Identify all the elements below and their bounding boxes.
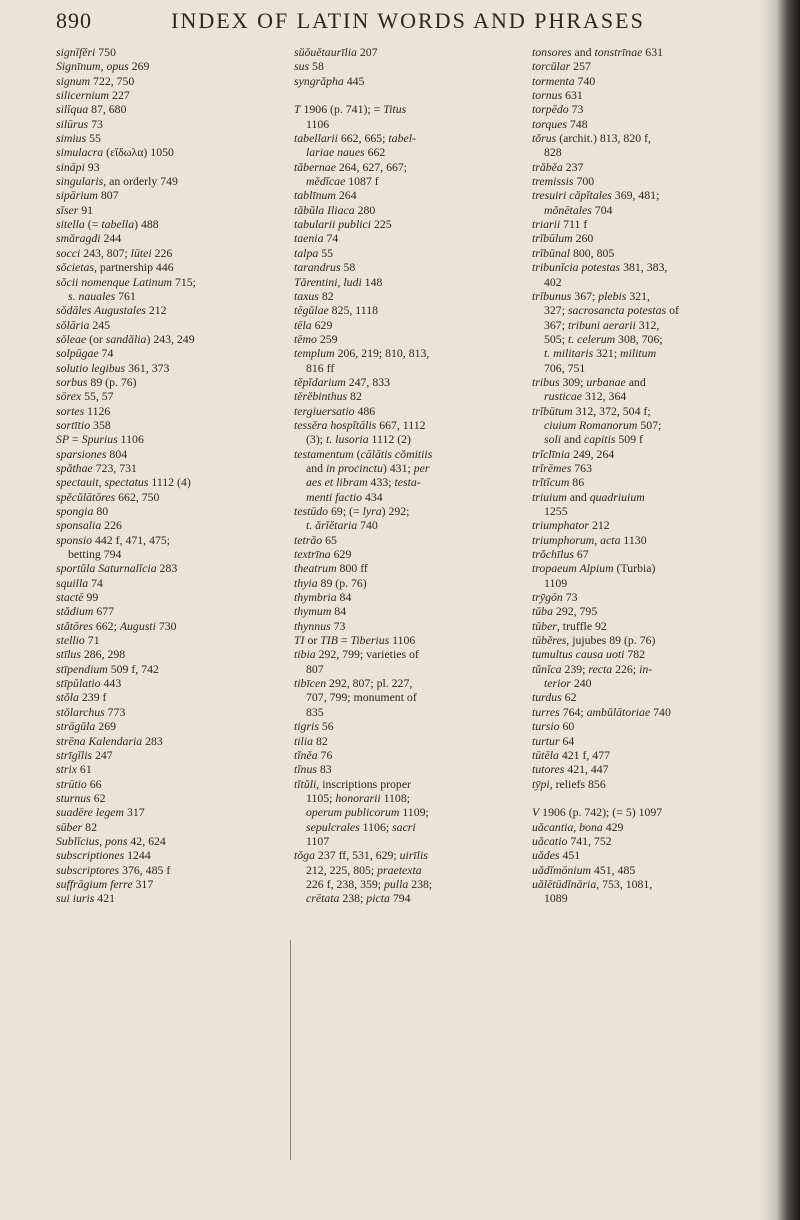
index-entry-line: 707, 799; monument of (306, 690, 417, 705)
index-entry-line: rusticae 312, 364 (544, 389, 627, 404)
index-entry-line: thyia 89 (p. 76) (294, 575, 367, 590)
index-entry-line: tergiuersatio 486 (294, 403, 376, 418)
index-entry-line: sortītio 358 (56, 417, 111, 432)
index-entry-line: 1109 (544, 575, 568, 590)
page-header (56, 8, 760, 40)
index-entry-line: tarandrus 58 (294, 260, 356, 275)
index-entry-line: tutores 421, 447 (532, 762, 609, 777)
index-entry-line: tŏga 237 ff, 531, 629; uirīlis (294, 848, 428, 863)
index-entry-line: strīgĭlis 247 (56, 747, 113, 762)
index-entry-line: textrīna 629 (294, 547, 352, 562)
index-entry-line: simius 55 (56, 131, 101, 146)
index-entry-line: uăcatio 741, 752 (532, 833, 612, 848)
index-entry-line: tūtēla 421 f, 477 (532, 747, 610, 762)
index-entry-line: sitella (= tabella) 488 (56, 217, 159, 232)
index-entry-line: Sublĭcius, pons 42, 624 (56, 833, 166, 848)
index-entry-line: solpūgae 74 (56, 346, 114, 361)
index-entry-line: torcŭlar 257 (532, 59, 591, 74)
index-entry-line: (3); t. lusoria 1112 (2) (306, 432, 411, 447)
index-entry-line: mĕdĭcae 1087 f (306, 174, 379, 189)
index-entry-line: tremissis 700 (532, 174, 595, 189)
index-entry-line: tŏrus (archit.) 813, 820 f, (532, 131, 651, 146)
index-entry-line: squilla 74 (56, 575, 103, 590)
index-entry-line: sŏcietas, partnership 446 (56, 260, 174, 275)
index-entry-line: 1089 (544, 891, 568, 906)
index-entry-line: sepulcrales 1106; sacri (306, 819, 416, 834)
index-entry-line: tabellarii 662, 665; tabel- (294, 131, 416, 146)
index-entry-line: sŭŏuĕtaurīlia 207 (294, 45, 378, 59)
index-entry-line: tibīcen 292, 807; pl. 227, (294, 676, 413, 691)
index-entry-line: tĭtŭli, inscriptions proper (294, 776, 411, 791)
index-entry-line: tornus 631 (532, 88, 583, 103)
index-entry-line: stellio 71 (56, 633, 100, 648)
index-entry-line: and in procinctu) 431; per (306, 460, 430, 475)
index-entry-line: tĕpĭdarium 247, 833 (294, 374, 391, 389)
index-entry-line: singularis, an orderly 749 (56, 174, 178, 189)
index-entry-line: tȳpi, reliefs 856 (532, 776, 606, 791)
index-entry-line: 327; sacrosancta potestas of (544, 303, 679, 318)
index-entry-line: sortes 1126 (56, 403, 111, 418)
index-entry-line: stactē 99 (56, 590, 99, 605)
index-entry-line: lariae naues 662 (306, 145, 386, 160)
index-entry-line: strix 61 (56, 762, 92, 777)
index-entry-line: strūtio 66 (56, 776, 102, 791)
index-entry-line: trŏchīlus 67 (532, 547, 589, 562)
index-entry-line: tetrăo 65 (294, 532, 337, 547)
index-entry-line: sparsiones 804 (56, 446, 128, 461)
index-entry-line: stătōres 662; Augusti 730 (56, 618, 177, 633)
index-entry-line: sŏleae (or sandălia) 243, 249 (56, 331, 195, 346)
index-entry-line: tessĕra hospĭtālis 667, 1112 (294, 417, 426, 432)
index-entry-line: taenia 74 (294, 231, 339, 246)
index-entry-line: V 1906 (p. 742); (= 5) 1097 (532, 805, 663, 820)
index-entry-line: t. militaris 321; militum (544, 346, 657, 361)
index-entry-line: tresuiri căpĭtales 369, 481; (532, 188, 660, 203)
index-entry-line: mŏnētales 704 (544, 202, 613, 217)
index-entry-line: tropaeum Alpium (Turbia) (532, 561, 656, 576)
index-entry-line: silicernium 227 (56, 88, 130, 103)
index-entry-line: tibia 292, 799; varieties of (294, 647, 419, 662)
index-entry-line (294, 88, 504, 102)
index-entry-line: triumphator 212 (532, 518, 610, 533)
index-entry-line: thymum 84 (294, 604, 347, 619)
page-number: 890 (56, 8, 92, 33)
index-entry-line: trȳgōn 73 (532, 590, 578, 605)
index-entry-line: turres 764; ambŭlātoriae 740 (532, 704, 671, 719)
index-entry-line: crētata 238; picta 794 (306, 891, 411, 906)
index-entry-line: smăragdi 244 (56, 231, 122, 246)
index-entry-line: spongia 80 (56, 504, 109, 518)
index-entry-line: 706, 751 (544, 360, 586, 375)
index-entry-line: 402 (544, 274, 562, 289)
index-entry-line: sus 58 (294, 59, 324, 74)
index-entry-line: sŏlāria 245 (56, 317, 111, 332)
index-entry-line: subscriptiones 1244 (56, 848, 151, 863)
index-entry-line: theatrum 800 ff (294, 561, 368, 576)
index-entry-line: syngrăpha 445 (294, 73, 365, 88)
index-entry-line: sponsalia 226 (56, 518, 122, 533)
index-entry-line: sūber 82 (56, 819, 97, 834)
index-entry-line: tăbernae 264, 627, 667; (294, 159, 408, 174)
index-entry-line: sorbus 89 (p. 76) (56, 374, 137, 389)
index-entry-line: strēna Kalendaria 283 (56, 733, 163, 748)
index-entry-line: sŏcii nomenque Latinum 715; (56, 274, 196, 289)
index-entry-line: 212, 225, 805; praetexta (306, 862, 422, 877)
index-entry-line: sŏdāles Augustales 212 (56, 303, 167, 318)
index-entry-line: tŭba 292, 795 (532, 604, 598, 619)
index-entry-line: menti factio 434 (306, 489, 383, 504)
index-entry-line: uădes 451 (532, 848, 581, 863)
index-entry-line: aes et libram 433; testa- (306, 475, 421, 490)
index-entry-line: suadēre legem 317 (56, 805, 145, 820)
index-entry-line: turdus 62 (532, 690, 577, 705)
index-entry-line: tūber, truffle 92 (532, 618, 607, 633)
index-entry-line: TI or TIB = Tiberius 1106 (294, 633, 416, 648)
index-entry-line: triumphorum, acta 1130 (532, 532, 647, 547)
index-entry-line: tormenta 740 (532, 73, 596, 88)
index-column-2 (294, 45, 504, 906)
index-entry-line: trĭclīnia 249, 264 (532, 446, 615, 461)
index-entry-line: turtur 64 (532, 733, 575, 748)
index-entry-line: socci 243, 807; lūtei 226 (56, 245, 173, 260)
index-entry-line: tēla 629 (294, 317, 333, 332)
index-entry-line: uădĭmōnium 451, 485 (532, 862, 636, 877)
index-entry-line: trĭbūnal 800, 805 (532, 245, 615, 260)
index-entry-line: tēgŭlae 825, 1118 (294, 303, 378, 318)
index-entry-line: trĭbūtum 312, 372, 504 f; (532, 403, 651, 418)
index-entry-line: s. nauales 761 (68, 288, 136, 303)
index-entry-line: thynnus 73 (294, 618, 346, 633)
index-entry-line: tabularii publici 225 (294, 217, 392, 232)
index-entry-line: stŏla 239 f (56, 690, 107, 705)
index-entry-line: Tărentini, ludi 148 (294, 274, 383, 289)
index-entry-line: 1255 (544, 504, 568, 518)
index-entry-line: stīpŭlatio 443 (56, 676, 122, 691)
index-entry-line: terior 240 (544, 676, 592, 691)
index-entry-line: talpa 55 (294, 245, 334, 260)
index-entry-line: triuium and quadriuium (532, 489, 645, 504)
index-entry-line: 1107 (306, 833, 330, 848)
index-entry-line: strāgŭla 269 (56, 719, 116, 734)
index-entry-line: sturnus 62 (56, 790, 106, 805)
index-entry-line: uălētūdĭnāria, 753, 1081, (532, 876, 653, 891)
index-entry-line: 835 (306, 704, 324, 719)
index-entry-line: torpēdo 73 (532, 102, 584, 117)
index-entry-line: T 1906 (p. 741); = Titus (294, 102, 407, 117)
index-entry-line: torques 748 (532, 116, 588, 131)
index-entry-line: SP = Spurius 1106 (56, 432, 144, 447)
index-entry-line: tribus 309; urbanae and (532, 374, 646, 389)
index-entry-line: silūrus 73 (56, 116, 103, 131)
index-entry-line: sportŭla Saturnalĭcia 283 (56, 561, 178, 576)
index-entry-line: trĭtĭcum 86 (532, 475, 585, 490)
page-title: INDEX OF LATIN WORDS AND PHRASES (171, 8, 645, 33)
index-entry-line: tablīnum 264 (294, 188, 357, 203)
index-entry-line: 367; tribuni aerarii 312, (544, 317, 660, 332)
index-entry-line: tribunĭcia potestas 381, 383, (532, 260, 668, 275)
index-entry-line: tŭnĭca 239; recta 226; in- (532, 661, 653, 676)
index-entry-line: stŏlarchus 773 (56, 704, 126, 719)
index-entry-line: 226 f, 238, 359; pulla 238; (306, 876, 433, 891)
index-entry-line: soli and capitis 509 f (544, 432, 643, 447)
index-entry-line: simulacra (εἴδωλα) 1050 (56, 145, 174, 160)
index-entry-line: operum publicorum 1109; (306, 805, 429, 820)
index-entry-line: stīpendium 509 f, 742 (56, 661, 159, 676)
index-entry-line: sōrex 55, 57 (56, 389, 114, 404)
index-entry-line: t. ărĭĕtaria 740 (306, 518, 378, 533)
index-entry-line: silĭqua 87, 680 (56, 102, 127, 117)
index-entry-line: sui iuris 421 (56, 891, 116, 906)
index-entry-line: tĭnĕa 76 (294, 747, 333, 762)
index-entry-line: signum 722, 750 (56, 73, 135, 88)
index-entry-line: tigris 56 (294, 719, 334, 734)
index-entry-line: 816 ff (306, 360, 335, 375)
index-entry-line: tĕrĕbinthus 82 (294, 389, 362, 404)
index-column-1 (56, 45, 256, 906)
index-entry-line: 505; t. celerum 308, 706; (544, 331, 663, 346)
index-entry-line: spăthae 723, 731 (56, 460, 137, 475)
index-entry-line: Signīnum, opus 269 (56, 59, 150, 74)
index-entry-line: tūbĕres, jujubes 89 (p. 76) (532, 633, 656, 648)
index-entry-line: testamentum (cālātis cŏmitiis (294, 446, 433, 461)
index-entry-line: signĭfĕri 750 (56, 45, 116, 59)
index-entry-line: tumultus causa uoti 782 (532, 647, 646, 662)
index-entry-line: tonsores and tonstrīnae 631 (532, 45, 663, 59)
index-entry-line: testūdo 69; (= lyra) 292; (294, 504, 410, 518)
index-entry-line: templum 206, 219; 810, 813, (294, 346, 430, 361)
index-entry-line: stădium 677 (56, 604, 115, 619)
index-entry-line: triarii 711 f (532, 217, 588, 232)
index-entry-line: sĭser 91 (56, 202, 94, 217)
index-entry-line: 1106 (306, 116, 330, 131)
index-entry-line: tēmo 259 (294, 331, 338, 346)
index-entry-line: trăbĕa 237 (532, 159, 584, 174)
book-edge-shadow (760, 0, 800, 1220)
index-entry-line: trĭbunus 367; plebis 321, (532, 288, 650, 303)
index-entry-line: solutio legibus 361, 373 (56, 360, 170, 375)
index-entry-line: tĭnus 83 (294, 762, 332, 777)
index-entry-line: spĕcŭlātōres 662, 750 (56, 489, 160, 504)
index-entry-line: 828 (544, 145, 562, 160)
index-entry-line: 1105; honorarii 1108; (306, 790, 411, 805)
index-entry-line: tăbŭla Iliaca 280 (294, 202, 376, 217)
index-entry-line (532, 791, 732, 805)
column-divider (290, 940, 291, 1160)
index-entry-line: tursio 60 (532, 719, 575, 734)
index-entry-line: sipārium 807 (56, 188, 119, 203)
index-entry-line: 807 (306, 661, 324, 676)
index-entry-line: tilia 82 (294, 733, 328, 748)
index-entry-line: uăcantia, bona 429 (532, 819, 624, 834)
index-column-3 (532, 45, 732, 906)
index-entry-line: sināpi 93 (56, 159, 100, 174)
index-entry-line: subscriptores 376, 485 f (56, 862, 171, 877)
index-entry-line: suffrāgium ferre 317 (56, 876, 154, 891)
index-entry-line: spectauit, spectatus 1112 (4) (56, 475, 191, 490)
index-entry-line: betting 794 (68, 547, 122, 562)
index-entry-line: trĭrēmes 763 (532, 460, 592, 475)
index-entry-line: trĭbūlum 260 (532, 231, 594, 246)
index-entry-line: stīlus 286, 298 (56, 647, 126, 662)
index-entry-line: ciuium Romanorum 507; (544, 417, 662, 432)
index-entry-line: taxus 82 (294, 288, 334, 303)
index-entry-line: thymbria 84 (294, 590, 352, 605)
index-entry-line: sponsio 442 f, 471, 475; (56, 532, 171, 547)
